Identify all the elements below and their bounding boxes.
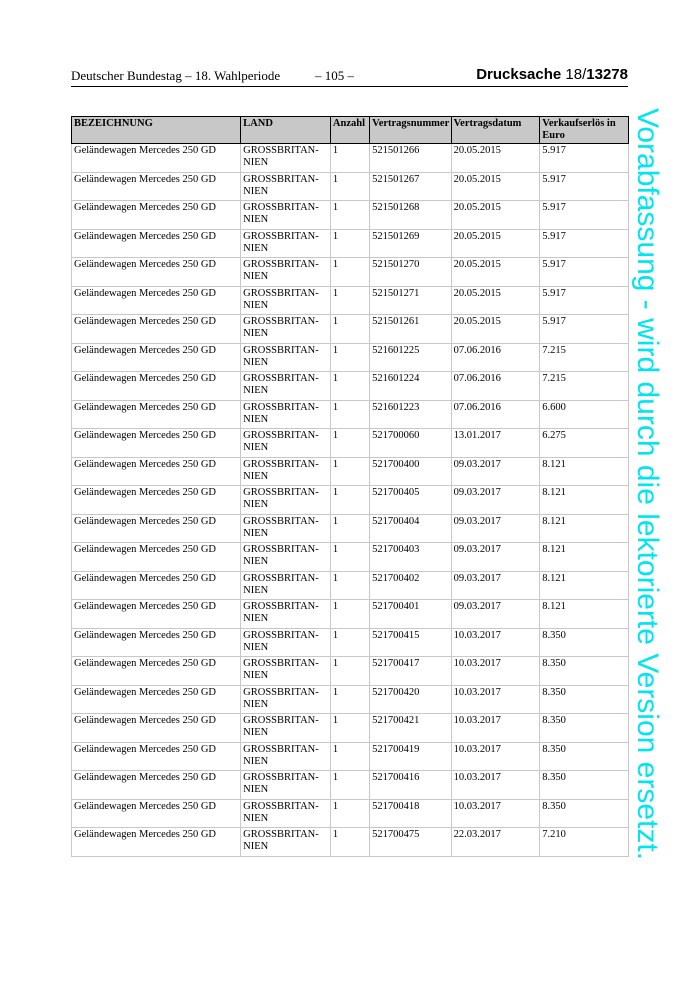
cell-vertragsdatum: 22.03.2017 [451, 828, 540, 857]
land-line-1: GROSSBRITAN- [243, 686, 319, 698]
cell-vertragsdatum: 09.03.2017 [451, 457, 540, 486]
table-row [72, 258, 629, 287]
table-row [72, 372, 629, 401]
cell-vertragsdatum: 09.03.2017 [451, 600, 540, 629]
cell-vertragsnummer: 521501270 [370, 258, 451, 287]
cell-verkaufserloes: 8.121 [540, 486, 629, 515]
land-line-1: GROSSBRITAN- [243, 715, 319, 726]
cell-anzahl: 1 [330, 799, 369, 828]
cell-vertragsnummer: 521501261 [370, 315, 451, 344]
cell-anzahl: 1 [330, 571, 369, 600]
table-row [72, 343, 629, 372]
page-number: – 105 – [315, 68, 354, 83]
cell-bezeichnung: Geländewagen Mercedes 250 GD [72, 828, 241, 857]
cell-verkaufserloes: 6.275 [540, 429, 629, 458]
cell-bezeichnung: Geländewagen Mercedes 250 GD [72, 400, 241, 429]
cell-verkaufserloes: 8.350 [540, 742, 629, 771]
land-line-1: GROSSBRITAN- [243, 401, 319, 413]
cell-vertragsnummer: 521501268 [370, 201, 451, 230]
cell-bezeichnung: Geländewagen Mercedes 250 GD [72, 685, 241, 714]
sales-table [71, 116, 629, 857]
cell-land [241, 628, 331, 657]
document-prefix: 18/ [565, 66, 587, 83]
document-number [476, 66, 628, 83]
cell-vertragsnummer: 521700403 [370, 543, 451, 572]
land-line-2: NIEN [243, 157, 269, 168]
parliament-title: Deutscher Bundestag – 18. Wahlperiode [71, 68, 281, 83]
table-row [72, 457, 629, 486]
land-line-1: GROSSBRITAN- [243, 230, 319, 242]
cell-anzahl: 1 [330, 543, 369, 572]
land-line-1: GROSSBRITAN- [243, 772, 319, 783]
cell-vertragsnummer: 521501269 [370, 229, 451, 258]
land-line-2: NIEN [243, 470, 269, 482]
cell-land [241, 400, 331, 429]
draft-watermark: Vorabfassung - wird durch die lektorierte Version ersetzt. [631, 108, 664, 861]
land-line-1: GROSSBRITAN- [243, 515, 319, 527]
cell-vertragsnummer: 521700416 [370, 771, 451, 800]
cell-vertragsdatum: 20.05.2015 [451, 144, 540, 173]
cell-vertragsnummer: 521700400 [370, 457, 451, 486]
cell-bezeichnung: Geländewagen Mercedes 250 GD [72, 771, 241, 800]
cell-vertragsdatum: 10.03.2017 [451, 771, 540, 800]
land-line-2: NIEN [243, 328, 269, 339]
table-row [72, 144, 629, 173]
cell-verkaufserloes: 8.121 [540, 571, 629, 600]
land-line-1: GROSSBRITAN- [243, 800, 319, 812]
cell-vertragsdatum: 20.05.2015 [451, 286, 540, 315]
cell-verkaufserloes: 8.350 [540, 771, 629, 800]
cell-vertragsnummer: 521700405 [370, 486, 451, 515]
table-row [72, 742, 629, 771]
cell-verkaufserloes: 5.917 [540, 201, 629, 230]
cell-vertragsdatum: 10.03.2017 [451, 799, 540, 828]
cell-vertragsnummer: 521700420 [370, 685, 451, 714]
cell-verkaufserloes: 8.350 [540, 714, 629, 743]
land-line-2: NIEN [243, 499, 269, 510]
cell-bezeichnung: Geländewagen Mercedes 250 GD [72, 172, 241, 201]
cell-anzahl: 1 [330, 657, 369, 686]
table-row [72, 429, 629, 458]
col-header-bezeichnung: BEZEICHNUNG [72, 117, 241, 144]
land-line-1: GROSSBRITAN- [243, 658, 319, 669]
cell-land [241, 144, 331, 173]
cell-anzahl: 1 [330, 172, 369, 201]
cell-bezeichnung: Geländewagen Mercedes 250 GD [72, 714, 241, 743]
land-line-2: NIEN [243, 413, 269, 425]
land-line-2: NIEN [243, 556, 269, 567]
col-header-anzahl: Anzahl [330, 117, 369, 144]
cell-vertragsdatum: 07.06.2016 [451, 343, 540, 372]
cell-vertragsdatum: 07.06.2016 [451, 400, 540, 429]
cell-bezeichnung: Geländewagen Mercedes 250 GD [72, 258, 241, 287]
table-row [72, 172, 629, 201]
document-label: Drucksache [476, 66, 562, 83]
cell-vertragsnummer: 521700060 [370, 429, 451, 458]
land-line-1: GROSSBRITAN- [243, 145, 319, 156]
land-line-1: GROSSBRITAN- [243, 373, 319, 384]
cell-vertragsnummer: 521601225 [370, 343, 451, 372]
cell-verkaufserloes: 5.917 [540, 315, 629, 344]
cell-bezeichnung: Geländewagen Mercedes 250 GD [72, 543, 241, 572]
land-line-1: GROSSBRITAN- [243, 629, 319, 641]
land-line-2: NIEN [243, 670, 269, 681]
cell-bezeichnung: Geländewagen Mercedes 250 GD [72, 457, 241, 486]
cell-vertragsnummer: 521700421 [370, 714, 451, 743]
land-line-2: NIEN [243, 613, 269, 624]
cell-vertragsdatum: 10.03.2017 [451, 657, 540, 686]
page-header [71, 66, 628, 87]
cell-anzahl: 1 [330, 229, 369, 258]
cell-anzahl: 1 [330, 201, 369, 230]
land-line-2: NIEN [243, 841, 269, 852]
cell-anzahl: 1 [330, 457, 369, 486]
cell-vertragsdatum: 10.03.2017 [451, 714, 540, 743]
cell-verkaufserloes: 8.121 [540, 600, 629, 629]
land-line-1: GROSSBRITAN- [243, 316, 319, 327]
cell-verkaufserloes: 7.210 [540, 828, 629, 857]
cell-bezeichnung: Geländewagen Mercedes 250 GD [72, 201, 241, 230]
cell-vertragsdatum: 20.05.2015 [451, 229, 540, 258]
cell-land [241, 172, 331, 201]
cell-vertragsnummer: 521700475 [370, 828, 451, 857]
cell-bezeichnung: Geländewagen Mercedes 250 GD [72, 372, 241, 401]
land-line-1: GROSSBRITAN- [243, 259, 319, 270]
cell-land [241, 315, 331, 344]
land-line-1: GROSSBRITAN- [243, 458, 319, 470]
table-row [72, 657, 629, 686]
cell-vertragsnummer: 521700418 [370, 799, 451, 828]
cell-verkaufserloes: 5.917 [540, 144, 629, 173]
cell-vertragsnummer: 521700417 [370, 657, 451, 686]
cell-land [241, 543, 331, 572]
cell-verkaufserloes: 5.917 [540, 286, 629, 315]
table-row [72, 315, 629, 344]
cell-anzahl: 1 [330, 828, 369, 857]
cell-land [241, 571, 331, 600]
cell-land [241, 343, 331, 372]
land-line-2: NIEN [243, 214, 269, 225]
cell-bezeichnung: Geländewagen Mercedes 250 GD [72, 799, 241, 828]
cell-vertragsnummer: 521700401 [370, 600, 451, 629]
cell-anzahl: 1 [330, 685, 369, 714]
cell-verkaufserloes: 5.917 [540, 258, 629, 287]
cell-land [241, 201, 331, 230]
cell-land [241, 429, 331, 458]
land-line-1: GROSSBRITAN- [243, 572, 319, 584]
cell-vertragsdatum: 07.06.2016 [451, 372, 540, 401]
land-line-1: GROSSBRITAN- [243, 487, 319, 498]
cell-vertragsdatum: 20.05.2015 [451, 172, 540, 201]
cell-vertragsnummer: 521501267 [370, 172, 451, 201]
cell-bezeichnung: Geländewagen Mercedes 250 GD [72, 343, 241, 372]
table-row [72, 628, 629, 657]
table-row [72, 486, 629, 515]
cell-vertragsnummer: 521601224 [370, 372, 451, 401]
table-row [72, 685, 629, 714]
cell-vertragsdatum: 09.03.2017 [451, 486, 540, 515]
cell-anzahl: 1 [330, 600, 369, 629]
cell-vertragsdatum: 10.03.2017 [451, 685, 540, 714]
land-line-2: NIEN [243, 641, 269, 653]
cell-bezeichnung: Geländewagen Mercedes 250 GD [72, 429, 241, 458]
table-header-row [72, 117, 629, 144]
table-row [72, 799, 629, 828]
cell-land [241, 742, 331, 771]
cell-bezeichnung: Geländewagen Mercedes 250 GD [72, 657, 241, 686]
cell-land [241, 799, 331, 828]
land-line-1: GROSSBRITAN- [243, 430, 319, 441]
table-row [72, 828, 629, 857]
cell-anzahl: 1 [330, 714, 369, 743]
table-row [72, 286, 629, 315]
cell-vertragsdatum: 09.03.2017 [451, 571, 540, 600]
cell-verkaufserloes: 7.215 [540, 343, 629, 372]
land-line-1: GROSSBRITAN- [243, 173, 319, 185]
land-line-2: NIEN [243, 385, 269, 396]
cell-anzahl: 1 [330, 400, 369, 429]
cell-vertragsdatum: 09.03.2017 [451, 543, 540, 572]
land-line-2: NIEN [243, 299, 269, 311]
cell-land [241, 514, 331, 543]
cell-bezeichnung: Geländewagen Mercedes 250 GD [72, 315, 241, 344]
land-line-2: NIEN [243, 271, 269, 282]
cell-anzahl: 1 [330, 771, 369, 800]
land-line-1: GROSSBRITAN- [243, 544, 319, 555]
col-header-land: LAND [241, 117, 331, 144]
col-header-vertragsnummer: Vertragsnummer [370, 117, 451, 144]
table-row [72, 543, 629, 572]
land-line-2: NIEN [243, 755, 269, 767]
cell-vertragsdatum: 20.05.2015 [451, 315, 540, 344]
cell-bezeichnung: Geländewagen Mercedes 250 GD [72, 144, 241, 173]
land-line-2: NIEN [243, 812, 269, 824]
table-row [72, 514, 629, 543]
cell-bezeichnung: Geländewagen Mercedes 250 GD [72, 600, 241, 629]
land-line-1: GROSSBRITAN- [243, 743, 319, 755]
cell-anzahl: 1 [330, 315, 369, 344]
cell-bezeichnung: Geländewagen Mercedes 250 GD [72, 571, 241, 600]
cell-vertragsnummer: 521501266 [370, 144, 451, 173]
cell-land [241, 600, 331, 629]
cell-land [241, 685, 331, 714]
cell-verkaufserloes: 8.350 [540, 799, 629, 828]
cell-vertragsnummer: 521700419 [370, 742, 451, 771]
cell-anzahl: 1 [330, 343, 369, 372]
cell-vertragsdatum: 09.03.2017 [451, 514, 540, 543]
cell-vertragsdatum: 13.01.2017 [451, 429, 540, 458]
cell-vertragsnummer: 521501271 [370, 286, 451, 315]
cell-verkaufserloes: 8.350 [540, 657, 629, 686]
land-line-2: NIEN [243, 698, 269, 710]
land-line-2: NIEN [243, 584, 269, 596]
land-line-2: NIEN [243, 784, 269, 795]
cell-verkaufserloes: 6.600 [540, 400, 629, 429]
cell-land [241, 229, 331, 258]
table-row [72, 229, 629, 258]
cell-verkaufserloes: 8.121 [540, 543, 629, 572]
land-line-2: NIEN [243, 185, 269, 197]
cell-bezeichnung: Geländewagen Mercedes 250 GD [72, 514, 241, 543]
table-row [72, 400, 629, 429]
cell-vertragsdatum: 10.03.2017 [451, 628, 540, 657]
cell-land [241, 457, 331, 486]
cell-verkaufserloes: 5.917 [540, 172, 629, 201]
cell-land [241, 657, 331, 686]
table-row [72, 771, 629, 800]
table-row [72, 201, 629, 230]
cell-bezeichnung: Geländewagen Mercedes 250 GD [72, 229, 241, 258]
cell-vertragsnummer: 521700402 [370, 571, 451, 600]
cell-vertragsnummer: 521601223 [370, 400, 451, 429]
cell-anzahl: 1 [330, 372, 369, 401]
table-body [72, 144, 629, 857]
cell-anzahl: 1 [330, 429, 369, 458]
cell-anzahl: 1 [330, 742, 369, 771]
cell-bezeichnung: Geländewagen Mercedes 250 GD [72, 286, 241, 315]
cell-anzahl: 1 [330, 258, 369, 287]
cell-verkaufserloes: 8.121 [540, 457, 629, 486]
cell-anzahl: 1 [330, 144, 369, 173]
land-line-2: NIEN [243, 442, 269, 453]
table-row [72, 600, 629, 629]
cell-verkaufserloes: 7.215 [540, 372, 629, 401]
land-line-1: GROSSBRITAN- [243, 202, 319, 213]
cell-bezeichnung: Geländewagen Mercedes 250 GD [72, 486, 241, 515]
land-line-1: GROSSBRITAN- [243, 344, 319, 356]
document-id: 13278 [586, 66, 628, 83]
land-line-1: GROSSBRITAN- [243, 829, 319, 840]
cell-land [241, 486, 331, 515]
cell-vertragsnummer: 521700415 [370, 628, 451, 657]
cell-anzahl: 1 [330, 628, 369, 657]
cell-vertragsnummer: 521700404 [370, 514, 451, 543]
cell-land [241, 828, 331, 857]
cell-land [241, 771, 331, 800]
land-line-1: GROSSBRITAN- [243, 601, 319, 612]
cell-land [241, 714, 331, 743]
col-header-vertragsdatum: Vertragsdatum [451, 117, 540, 144]
land-line-2: NIEN [243, 356, 269, 368]
land-line-2: NIEN [243, 527, 269, 539]
cell-vertragsdatum: 10.03.2017 [451, 742, 540, 771]
cell-verkaufserloes: 8.350 [540, 685, 629, 714]
cell-anzahl: 1 [330, 514, 369, 543]
cell-anzahl: 1 [330, 286, 369, 315]
cell-land [241, 372, 331, 401]
table-row [72, 714, 629, 743]
cell-vertragsdatum: 20.05.2015 [451, 201, 540, 230]
land-line-2: NIEN [243, 727, 269, 738]
cell-anzahl: 1 [330, 486, 369, 515]
land-line-2: NIEN [243, 242, 269, 254]
table-row [72, 571, 629, 600]
cell-bezeichnung: Geländewagen Mercedes 250 GD [72, 742, 241, 771]
cell-land [241, 286, 331, 315]
cell-verkaufserloes: 8.350 [540, 628, 629, 657]
cell-vertragsdatum: 20.05.2015 [451, 258, 540, 287]
cell-land [241, 258, 331, 287]
col-header-verkaufserloes: Verkaufserlös in Euro [540, 117, 629, 144]
cell-verkaufserloes: 5.917 [540, 229, 629, 258]
land-line-1: GROSSBRITAN- [243, 287, 319, 299]
cell-bezeichnung: Geländewagen Mercedes 250 GD [72, 628, 241, 657]
cell-verkaufserloes: 8.121 [540, 514, 629, 543]
